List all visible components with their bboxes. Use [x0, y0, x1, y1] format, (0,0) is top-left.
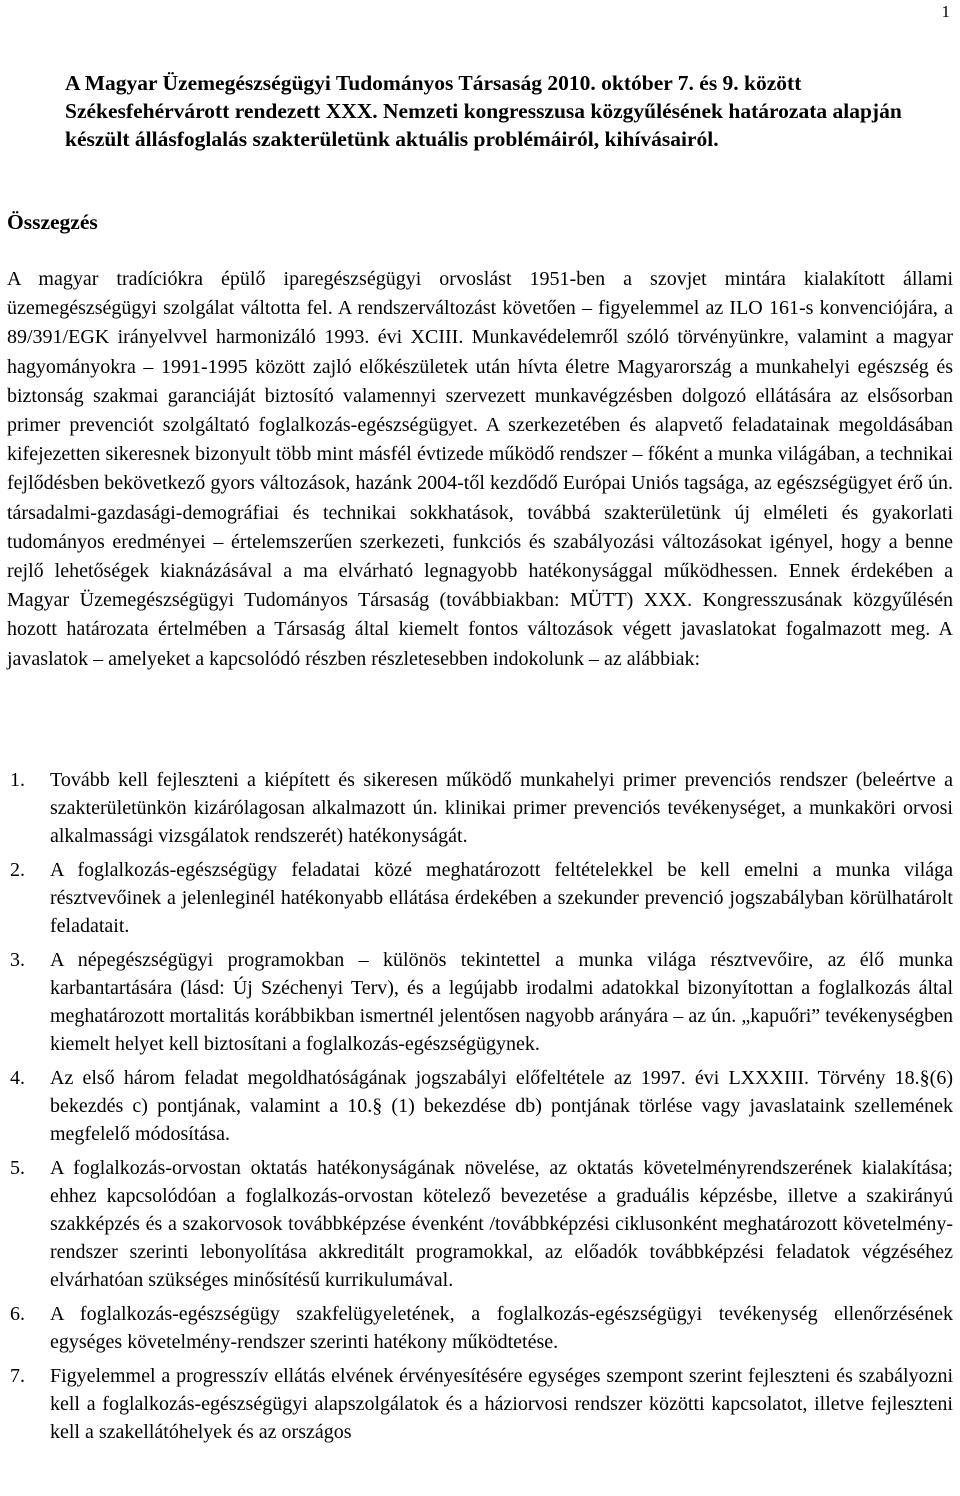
item-text: Tovább kell fejleszteni a kiépített és sikeresen működő munkahelyi primer prevenciós rendszer (beleértve a szakterületünkön kizárólagosan alkalmazott ún. klinikai primer prevenciós tevékenységet, a munkaköri orvosi alkalmassági vizsgálatok rendszerét) hatékonyságát. [50, 769, 953, 847]
item-number: 1. [10, 769, 25, 791]
item-number: 4. [10, 1067, 25, 1089]
item-text: A foglalkozás-orvostan oktatás hatékonyságának növelése, az oktatás követelményrendszerének kialakítása; ehhez kapcsolódóan a foglalkozás-orvostan kötelező bevezetése a graduális képzésbe, illetve a szakirányú szakképzés és a szakorvosok továbbképzése évenként /továbbképzési ciklusonként meghatározott követelmény-rendszer szerinti lebonyolítása akkreditált programokkal, az előadók továbbképzési feladatok végzéséhez elvárhatóan szükséges minősítésű kurrikulumával. [50, 1157, 953, 1291]
list-item [7, 1300, 953, 1356]
recommendations-list [7, 766, 953, 1452]
list-item [7, 766, 953, 850]
list-item [7, 946, 953, 1058]
item-text: Figyelemmel a progresszív ellátás elvének érvényesítésére egységes szempont szerint fejleszteni és szabályozni kell a foglalkozás-egészségügyi alapszolgálatok és a háziorvosi rendszer közötti kapcsolatot, illetve fejleszteni kell a szakellátóhelyek és az országos [50, 1365, 953, 1443]
list-item [7, 856, 953, 940]
item-text: A népegészségügyi programokban – különös tekintettel a munka világa résztvevőire, az élő munka karbantartására (lásd: Új Széchenyi Terv), és a legújabb irodalmi adatokkal bizonyítottan a foglalkozás által meghatározott mortalitás korábbikban ismertnél jelentősen nagyobb arányára – az ún. „kapuőri” tevékenységben kiemelt helyet kell biztosítani a foglalkozás-egészségügynek. [50, 949, 953, 1055]
item-text: A foglalkozás-egészségügy szakfelügyeletének, a foglalkozás-egészségügyi tevékenység ellenőrzésének egységes követelmény-rendszer szerinti hatékony működtetése. [50, 1303, 953, 1353]
list-item [7, 1154, 953, 1294]
item-number: 5. [10, 1157, 25, 1179]
item-text: Az első három feladat megoldhatóságának jogszabályi előfeltétele az 1997. évi LXXXIII. Törvény 18.§(6) bekezdés c) pontjának, valamint a 10.§ (1) bekezdése db) pontjának törlése vagy javaslataink szellemének megfelelő módosítása. [50, 1067, 953, 1145]
document-heading: A Magyar Üzemegészségügyi Tudományos Társaság 2010. október 7. és 9. között Székesfehérvárott rendezett XXX. Nemzeti kongresszusa közgyűlésének határozata alapján készült állásfoglalás szakterületünk aktuális problémáiról, kihívásairól. [65, 71, 902, 151]
item-number: 6. [10, 1303, 25, 1325]
summary-paragraph: A magyar tradíciókra épülő iparegészségügyi orvoslást 1951-ben a szovjet mintára kialakított állami üzemegészségügyi szolgálat váltotta fel. A rendszerváltozást követően – figyelemmel az ILO 161-s konvenciójára, a 89/391/EGK irányelvvel harmonizáló 1993. évi XCIII. Munkavédelemről szóló törvényünkre, valamint a magyar hagyományokra – 1991-1995 között zajló előkészületek után hívta életre Magyarország a munkahelyi egészség és biztonság szakmai garanciáját biztosító valamennyi szervezett munkavégzésben dolgozó ellátására az elsősorban primer prevenciót szolgáltató foglalkozás-egészségügyet. A szerkezetében és alapvető feladatainak megoldásában kifejezetten sikeresnek bizonyult több mint másfél évtizede működő rendszer – főként a munka világában, a technikai fejlődésben bekövetkező gyors változások, hazánk 2004-től kezdődő Európai Uniós tagsága, az egészségügyet érő ún. társadalmi-gazdasági-demográfiai és technikai sokkhatások, továbbá szakterületünk új elméleti és gyakorlati tudományos eredményei – értelemszerűen szerkezeti, funkciós és szabályozási változásokat igényel, hogy a benne rejlő lehetőségek kiaknázásával a ma elvárható legnagyobb hatékonysággal működhessen. Ennek érdekében a Magyar Üzemegészségügyi Tudományos Társaság (továbbiakban: MÜTT) XXX. Kongresszusának közgyűlésén hozott határozata értelmében a Társaság által kiemelt fontos változások végett javaslatokat fogalmazott meg. A javaslatok – amelyeket a kapcsolódó részben részletesebben indokolunk – az alábbiak: [7, 268, 953, 670]
list-item [7, 1362, 953, 1446]
section-title: Összegzés [7, 210, 98, 234]
item-number: 7. [10, 1365, 25, 1387]
item-number: 3. [10, 949, 25, 971]
item-text: A foglalkozás-egészségügy feladatai közé meghatározott feltételekkel be kell emelni a munka világa résztvevőinek a jelenleginél hatékonyabb ellátása érdekében a szekunder prevenció jogszabályban körülhatárolt feladatait. [50, 859, 953, 937]
list-item [7, 1064, 953, 1148]
item-number: 2. [10, 859, 25, 881]
page-number: 1 [941, 2, 950, 21]
